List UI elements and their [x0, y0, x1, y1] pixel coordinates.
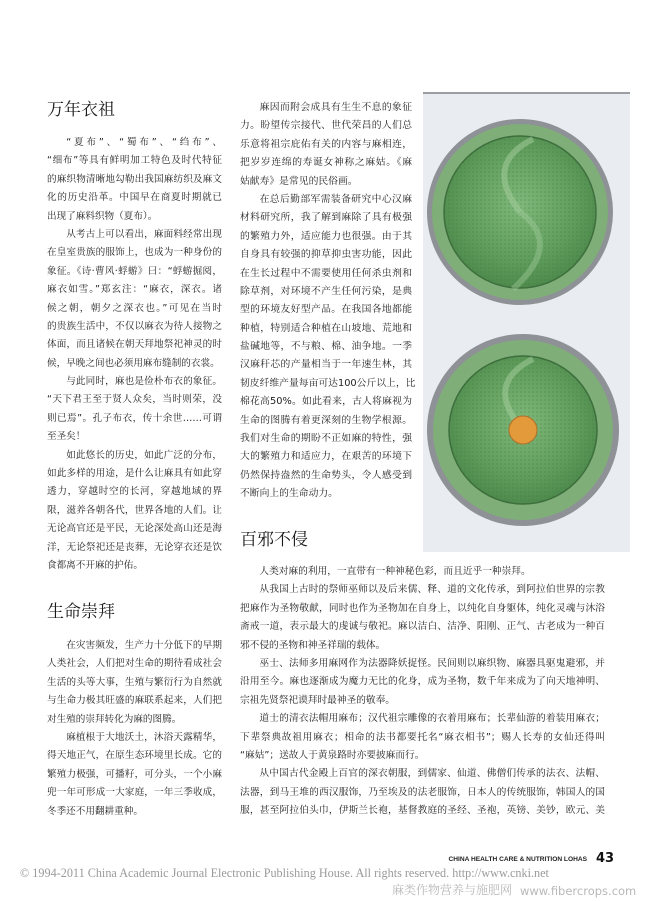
paragraph-line: 生活的头等大事，生殖与繁衍行为自然就: [47, 676, 222, 688]
paragraph-line: 型的环境友好型产品。在我国各地都能: [240, 304, 412, 316]
paragraph-line: 生命的图腾有着更深刻的生物学根源。: [240, 414, 412, 426]
basket-top-view-2: [427, 334, 619, 526]
paragraph-line: 与生命力极其旺盛的麻联系起来，人们把: [47, 695, 222, 707]
paragraph-line: 邪不侵的圣物和神圣祥瑞的载体。: [240, 639, 386, 651]
paragraph-line: 的贵族生活中，不仅以麻衣为待人接物之: [47, 320, 222, 332]
paragraph-line: “夏布”、“蜀布”、“绉布”、: [66, 137, 222, 148]
paragraph-line: 如此悠长的历史，如此广泛的分布，: [66, 449, 222, 461]
paragraph-line: 麻植根于大地沃土，沐浴天露精华，: [66, 731, 222, 743]
paragraph-line: 仍然保持盎然的生命势头，令人感受到: [240, 469, 412, 481]
paragraph-line: 自身具有较强的抑草抑虫害功能，因此: [240, 249, 412, 261]
paragraph-line: 人类社会，人们把对生命的期待看成社会: [47, 658, 222, 670]
paragraph-line: 材料研究所，我了解到麻除了具有极强: [240, 212, 412, 224]
paragraph-line: 姑献寿》是常见的民俗画。: [240, 175, 358, 187]
paragraph-line: 候，早晚之间也必须用麻布缝制的衣裳。: [47, 357, 220, 369]
paragraph-line: 在总后勤部军需装备研究中心汉麻: [259, 193, 412, 205]
paragraph-line: 力。盼望传宗接代、世代荣昌的人们总: [240, 120, 412, 132]
paragraph-line: 服，甚至阿拉伯头巾，伊斯兰长袍，基督教庭的圣经、圣袍，英镑、美钞，欧元、美: [240, 805, 605, 817]
paragraph-line: 食都离不开麻的护佑。: [47, 559, 143, 571]
paragraph-line: 得天地正气，在原生态环境里长成。它的: [47, 750, 222, 762]
watermark-site-name: 麻类作物营养与施肥网: [392, 883, 513, 897]
paragraph-line: 限，滋养各朝各代，世界各地的人们。让: [47, 504, 222, 516]
paragraph-line: 乐意将祖宗庇佑有关的内容与麻相连，: [240, 138, 412, 150]
paragraph-line: 把岁岁连绵的寿诞女神称之麻姑。《麻: [240, 157, 412, 169]
paragraph-line: 种植，特别适合种植在山坡地、荒地和: [240, 322, 412, 334]
paragraph-line: 巫士、法师多用麻网作为法器降妖捉怪。民间则以麻织物、麻器具驱鬼避邪，并: [259, 657, 605, 669]
paragraph-line: 的繁殖力外，适应能力也很强。由于其: [240, 230, 412, 242]
paragraph-line: 体面，而且诸候在朝天拜地祭祀神灵的时: [47, 339, 222, 351]
paragraph-line: 透力，穿越时空的长河，穿越地域的界: [47, 486, 222, 498]
paragraph-line: 麻因而附会成具有生生不息的象征: [259, 102, 412, 113]
paragraph-line: 化的历史沿革。中国早在商夏时期就已: [47, 192, 222, 204]
paragraph-line: 人类对麻的利用，一直带有一种神秘色彩，而且近乎一种崇拜。: [259, 566, 531, 577]
paragraph-line: 汉麻秆芯的产量相当于一年速生林，其: [240, 359, 412, 371]
paragraph-line: 韧皮纤维产量每亩可达100公斤以上，比: [240, 377, 416, 389]
paragraph-line: 法器，到马王堆的西汉服饰，乃至埃及的法老服饰，日本人的传统服饰，韩国人的国: [240, 786, 605, 798]
paragraph-line: 我们对生命的期盼不正如麻的特性，强: [240, 433, 412, 445]
paragraph-line: 的麻织物清晰地勾勒出我国麻纺织及麻文: [47, 173, 222, 185]
paragraph-line: 不断向上的生命动力。: [240, 488, 338, 500]
paragraph-line: 麻衣如雪。”郑玄注：“麻衣，深衣。诸: [47, 284, 222, 296]
paragraph-line: 大的繁殖力和适应力，在艰苦的环境下: [240, 451, 412, 463]
basket-center-orange: [509, 416, 537, 444]
article-text-wide: [240, 563, 605, 820]
paragraph-line: 在皇室贵族的服饰上，也成为一种身份的: [47, 247, 222, 259]
paragraph-line: 出现了麻料织物（夏布）。: [47, 210, 158, 222]
watermark-url: www.fibercrops.com: [520, 884, 637, 898]
paragraph-line: 从中国古代金殿上百官的深衣朝服，到儒家、仙道、佛僧们传承的法衣、法帽、: [259, 768, 605, 780]
basket-top-view-1: [427, 119, 613, 305]
paragraph-line: 无论高官还是平民，无论深处高山还是海: [47, 523, 222, 535]
paragraph-line: “麻姑”；送故人于黄泉路时亦要披麻而行。: [240, 749, 425, 761]
paragraph-line: 象征。《诗·曹风·蜉蝣》曰：“蜉蝣掘阅，: [47, 265, 222, 277]
paragraph-line: 棉花高50%。如此看来，古人将麻视为: [240, 396, 412, 408]
paragraph-line: 盐碱地等，不与粮、棉、油争地。一季: [240, 341, 412, 353]
paragraph-line: 从我国上古时的祭师巫师以及后来儒、释、道的文化传承，到阿拉伯世界的宗教: [259, 584, 605, 596]
paragraph-line: 在灾害频发，生产力十分低下的早期: [66, 640, 222, 651]
paragraph-line: 沿用至今。麻也逐渐成为魔力无比的化身，成为圣物，数千年来成为了向天地神明、: [240, 676, 605, 688]
paragraph-line: 与此同时，麻也是俭朴布衣的象征。: [66, 376, 222, 388]
section-title-baixie-buqin: 百邪不侵: [240, 530, 308, 550]
page-number: 43: [596, 851, 615, 866]
paragraph-line: 从考古上可以看出，麻面料经常出现: [66, 228, 222, 240]
paragraph-line: 把麻作为圣物敬献，同时也作为圣物加在自身上，以纯化自身躯体，纯化灵魂与沐浴: [240, 602, 605, 614]
magazine-name-footer: CHINA HEALTH CARE & NUTRITION LOHAS: [448, 856, 587, 863]
paragraph-line: 兜一年可形成一大家庭，一年三季收成，: [47, 787, 222, 799]
paragraph-line: 冬季还不用翻耕重种。: [47, 805, 143, 817]
paragraph-line: 对生殖的崇拜转化为麻的图腾。: [47, 713, 182, 725]
paragraph-line: 在生长过程中不需要使用任何杀虫剂和: [240, 267, 412, 279]
hemp-basket-photo: [423, 92, 630, 552]
paragraph-line: 则已焉”。孔子布衣，传十余世……可谓: [47, 412, 222, 424]
paragraph-line: 宗祖先贤祭祀谟拜时最神圣的敬奉。: [240, 694, 395, 706]
paragraph-line: 至圣矣！: [47, 431, 86, 443]
paragraph-line: “天下君王至于贤人众矣，当时则荣，没: [47, 394, 222, 406]
article-text-middle: [240, 99, 416, 504]
paragraph-line: “细布”等具有鲜明加工特色及时代特征: [47, 155, 222, 167]
article-text-left-2: [47, 637, 222, 821]
paragraph-line: 斋戒一道，表示最大的虔诚与敬祀。麻以洁白、洁净、阳刚、正气、古老成为一种百: [240, 621, 605, 633]
paragraph-line: 候之朝，朝夕之深衣也。”可见在当时: [47, 302, 222, 314]
section-title-wannian-yizu: 万年衣祖: [47, 100, 115, 120]
paragraph-line: 如此多样的用途，是什么让麻具有如此穿: [47, 468, 222, 480]
paragraph-line: 除草剂，对环境不产生任何污染，是典: [240, 285, 412, 297]
paragraph-line: 洋，无论祭祀还是丧葬，无论穿衣还是饮: [47, 541, 222, 553]
paragraph-line: 繁殖力极强，可播籽，可分头，一个小麻: [47, 768, 222, 780]
paragraph-line: 下辈祭典故祖用麻衣；相命的法书都要托名“麻衣相书”；赐人长寿的女仙还得叫: [240, 731, 605, 743]
cnki-copyright-notice: © 1994-2011 China Academic Journal Electronic Publishing House. All rights reserved. http://www.cnki.net: [20, 866, 549, 880]
article-text-left-1: [47, 134, 222, 575]
paragraph-line: 道士的清衣法帽用麻布；汉代祖宗雕像的衣着用麻布；长辈仙游的着装用麻衣；: [259, 713, 605, 725]
section-title-shengming-chongbai: 生命崇拜: [47, 602, 115, 622]
